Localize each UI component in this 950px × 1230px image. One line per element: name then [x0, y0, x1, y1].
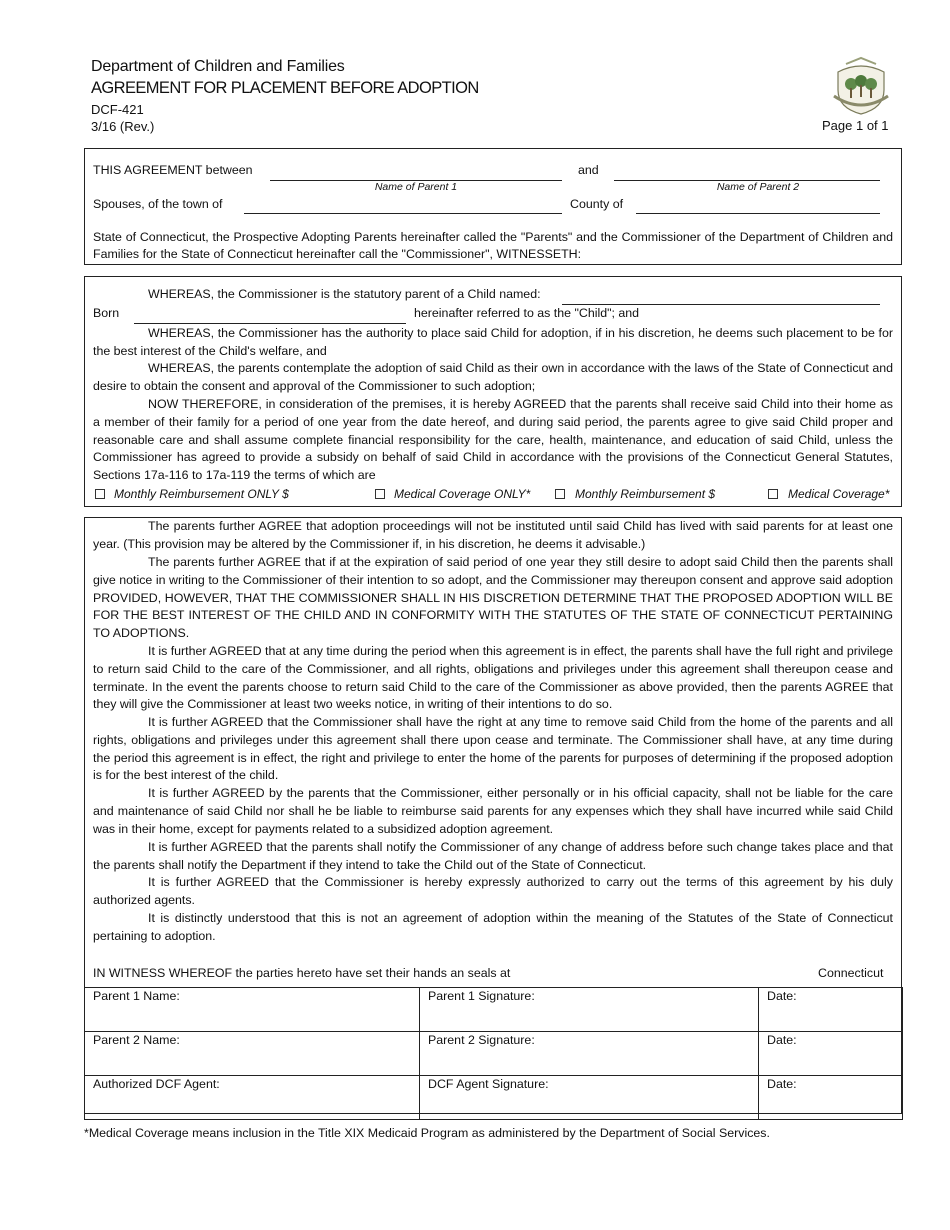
monthly-reimbursement-checkbox[interactable] [555, 489, 565, 499]
monthly-reimbursement-label: Monthly Reimbursement $ [575, 487, 716, 501]
form-revision: 3/16 (Rev.) [91, 119, 155, 134]
term-proceedings: The parents further AGREE that adoption proceedings will not be instituted until said Child has lived with said parents for at least one year. (This provision may be altered by the Commissioner if, in his discretion, he deems it advisable.) [93, 519, 893, 551]
term-authorized-agents: It is further AGREED that the Commissioner is hereby expressly authorized to carry out the terms of this agreement by his duly authorized agents. [93, 875, 893, 907]
term-notice-to-adopt: The parents further AGREE that if at the expiration of said period of one year they still desire to adopt said Child then the parents shall give notice in writing to the Commissioner of their intention to so adopt, and the Commissioner may thereupon consent and approve said adoption PROVIDED, HOWEVER, THAT THE COMMISSIONER SHALL IN HIS DISCRETION DETERMINE THAT THE PROPOSED ADOPTION WILL BE FOR THE BEST INTEREST OF THE CHILD AND IN CONFORMITY WITH THE STATUTES OF THE STATE OF CONNECTICUT PERTAINING TO ADOPTIONS. [93, 555, 893, 641]
table-row [85, 988, 903, 1032]
parent2-date-cell[interactable]: Date: [759, 1032, 903, 1076]
medical-coverage-only-label: Medical Coverage ONLY* [394, 487, 531, 501]
town-field[interactable] [244, 213, 562, 214]
witness-location-field[interactable] [514, 982, 814, 983]
whereas-contemplate: WHEREAS, the parents contemplate the adoption of said Child as their own in accordance with the laws of the State of Connecticut and desire to obtain the consent and approval of the Commissioner to such adoption; [93, 361, 893, 393]
term-liability: It is further AGREED by the parents that the Commissioner, either personally or in his official capacity, shall not be liable for the care and maintenance of said Child nor shall he be liable to reimburse said parents for any expenses which they shall have incurred while said Child was in their home, except for payments related to a subsidized adoption agreement. [93, 786, 893, 836]
table-row [85, 1032, 903, 1076]
medical-coverage-label: Medical Coverage* [788, 487, 890, 501]
parent1-caption: Name of Parent 1 [374, 181, 458, 193]
term-return-child: It is further AGREED that at any time during the period when this agreement is in effect, the parents shall have the full right and privilege to return said Child to the care of the Commissioner, and all rights, obligations and privileges under this agreement shall thereupon cease and terminate. In the event the parents choose to return said Child to the care of the Commissioner as above provided, then the parents AGREE that they will give the Commissioner at least two weeks notice, in writing of their intentions to do so. [93, 644, 893, 712]
parent2-caption: Name of Parent 2 [716, 181, 800, 193]
monthly-reimbursement-only-label: Monthly Reimbursement ONLY $ [114, 487, 289, 501]
connecticut-seal-icon [826, 54, 896, 118]
dcf-agent-signature-cell[interactable]: DCF Agent Signature: [420, 1076, 759, 1120]
term-not-adoption: It is distinctly understood that this is not an agreement of adoption within the meaning of the Statutes of the State of Connecticut pertaining to adoption. [93, 911, 893, 943]
form-number: DCF-421 [91, 102, 144, 117]
county-label: County of [570, 197, 624, 211]
parent2-signature-cell[interactable]: Parent 2 Signature: [420, 1032, 759, 1076]
term-change-address: It is further AGREED that the parents shall notify the Commissioner of any change of address before such change takes place and that the parents shall notify the Department if they intend to take the Child out of the State of Connecticut. [93, 840, 893, 872]
medical-coverage-checkbox[interactable] [768, 489, 778, 499]
parent1-signature-cell[interactable]: Parent 1 Signature: [420, 988, 759, 1032]
parent2-name-cell[interactable]: Parent 2 Name: [85, 1032, 420, 1076]
born-label: Born [93, 306, 120, 320]
monthly-reimbursement-only-checkbox[interactable] [95, 489, 105, 499]
child-name-field[interactable] [562, 304, 880, 305]
born-date-field[interactable] [134, 323, 406, 324]
and-label: and [578, 163, 599, 177]
form-title: AGREEMENT FOR PLACEMENT BEFORE ADOPTION [91, 79, 479, 97]
witness-statement: IN WITNESS WHEREOF the parties hereto have set their hands an seals at [93, 966, 511, 980]
dcf-agent-name-cell[interactable]: Authorized DCF Agent: [85, 1076, 420, 1120]
preamble-text: State of Connecticut, the Prospective Adopting Parents hereinafter called the "Parents" and the Commissioner of the Department of Children and Families for the State of Connecticut hereinafter call the "Commissioner", WITNESSETH: [93, 230, 893, 261]
spouses-town-label: Spouses, of the town of [93, 197, 223, 211]
parent1-name-cell[interactable]: Parent 1 Name: [85, 988, 420, 1032]
page-indicator: Page 1 of 1 [822, 118, 889, 133]
medical-coverage-only-checkbox[interactable] [375, 489, 385, 499]
witness-state: Connecticut [818, 966, 884, 980]
now-therefore-text: NOW THEREFORE, in consideration of the premises, it is hereby AGREED that the parents shall receive said Child into their home as a member of their family for a period of one year from the date hereof, and during said period, the parents agree to give said Child proper and reasonable care and shall assume complete financial responsibility for the care, health, maintenance, and education of said Child, unless the Commissioner has agreed to provide a subsidy on behalf of said Child in accordance with the provisions of the Connecticut General Statutes, Sections 17a-116 to 17a-119 the terms of which are [93, 397, 893, 483]
term-remove-child: It is further AGREED that the Commissioner shall have the right at any time to remove said Child from the home of the parents and all rights, obligations and privileges under this agreement shall there upon cease and terminate. The Commissioner shall have, at any time during the period this agreement is in effect, the right and privilege to enter the home of the parents for purposes of determining if the proposed adoption is for the best interest of the child. [93, 715, 893, 783]
table-row [85, 1076, 903, 1120]
county-field[interactable] [636, 213, 880, 214]
parent1-date-cell[interactable]: Date: [759, 988, 903, 1032]
child-named-label: WHEREAS, the Commissioner is the statutory parent of a Child named: [148, 287, 541, 301]
signature-table [84, 987, 903, 1120]
agreement-between-label: THIS AGREEMENT between [93, 163, 253, 177]
child-referred-label: hereinafter referred to as the "Child"; and [414, 306, 640, 320]
medical-coverage-footnote: *Medical Coverage means inclusion in the Title XIX Medicaid Program as administered by the Department of Social Services. [84, 1126, 770, 1140]
whereas-authority: WHEREAS, the Commissioner has the authority to place said Child for adoption, if in his discretion, he deems such placement to be for the best interest of the Child's welfare, and [93, 326, 893, 358]
department-name: Department of Children and Families [91, 58, 345, 75]
dcf-agent-date-cell[interactable]: Date: [759, 1076, 903, 1120]
